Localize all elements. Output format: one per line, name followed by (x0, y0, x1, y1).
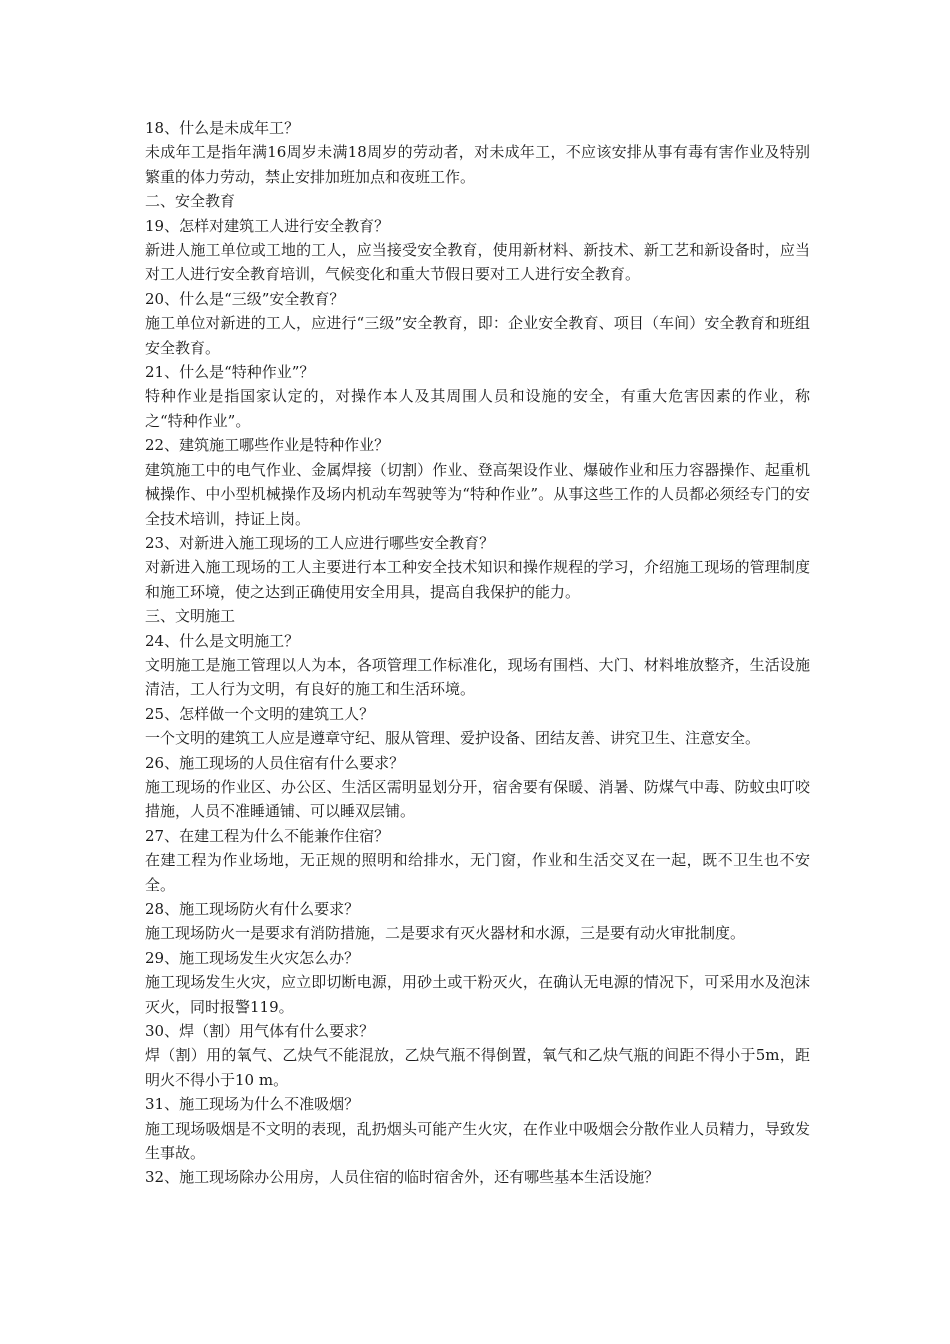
question-heading: 27、在建工程为什么不能兼作住宿？ (145, 826, 390, 845)
question-heading: 26、施工现场的人员住宿有什么要求？ (145, 753, 405, 772)
answer-paragraph: 建筑施工中的电气作业、金属焊接（切割）作业、登高架设作业、爆破作业和压力容器操作、起重机械操作、中小型机械操作及场内机动车驾驶等为“特种作业”。从事这些工作的人员都必须经专门的安全技术培训，持证上岗。 (145, 460, 810, 528)
answer-paragraph: 施工现场防火一是要求有消防措施，二是要求有灭火器材和水源，三是要有动火审批制度。 (145, 924, 746, 943)
document-body (145, 116, 810, 1190)
question-heading: 22、建筑施工哪些作业是特种作业？ (145, 436, 390, 455)
answer-paragraph: 新进人施工单位或工地的工人，应当接受安全教育，使用新材料、新技术、新工艺和新设备时，应当对工人进行安全教育培训，气候变化和重大节假日要对工人进行安全教育。 (145, 241, 810, 284)
answer-paragraph: 特种作业是指国家认定的，对操作本人及其周围人员和设施的安全，有重大危害因素的作业，称之“特种作业”。 (145, 387, 810, 430)
question-heading: 18、什么是未成年工？ (145, 119, 300, 137)
answer-paragraph: 一个文明的建筑工人应是遵章守纪、服从管理、爱护设备、团结友善、讲究卫生、注意安全。 (145, 729, 761, 748)
question-heading: 32、施工现场除办公用房，人员住宿的临时宿舍外，还有哪些基本生活设施？ (145, 1168, 660, 1187)
answer-paragraph: 施工单位对新进的工人，应进行“三级”安全教育，即：企业安全教育、项目（车间）安全教育和班组安全教育。 (145, 314, 810, 357)
answer-paragraph: 文明施工是施工管理以人为本，各项管理工作标准化，现场有围档、大门、材料堆放整齐，生活设施清洁，工人行为文明，有良好的施工和生活环境。 (145, 655, 810, 699)
question-heading: 30、焊（割）用气体有什么要求？ (145, 1022, 375, 1041)
answer-paragraph: 在建工程为作业场地，无正规的照明和给排水，无门窗，作业和生活交叉在一起，既不卫生也不安全。 (145, 851, 810, 894)
answer-paragraph: 施工现场的作业区、办公区、生活区需明显划分开，宿舍要有保暖、消暑、防煤气中毒、防蚊虫叮咬措施，人员不准睡通铺、可以睡双层铺。 (145, 777, 810, 821)
section-heading: 二、安全教育 (145, 192, 236, 211)
answer-paragraph: 施工现场吸烟是不文明的表现，乱扔烟头可能产生火灾，在作业中吸烟会分散作业人员精力，导致发生事故。 (145, 1119, 810, 1163)
question-heading: 31、施工现场为什么不准吸烟？ (145, 1095, 360, 1114)
question-heading: 20、什么是“三级”安全教育？ (145, 289, 345, 308)
answer-paragraph: 对新进入施工现场的工人主要进行本工种安全技术知识和操作规程的学习，介绍施工现场的管理制度和施工环境，使之达到正确使用安全用具，提高自我保护的能力。 (145, 558, 810, 601)
question-heading: 23、对新进入施工现场的工人应进行哪些安全教育？ (145, 533, 495, 552)
question-heading: 19、怎样对建筑工人进行安全教育？ (145, 216, 390, 235)
question-heading: 21、什么是“特种作业”？ (145, 363, 315, 382)
answer-paragraph: 焊（割）用的氧气、乙炔气不能混放，乙炔气瓶不得倒置，氧气和乙炔气瓶的间距不得小于5m，距明火不得小于10 m。 (145, 1046, 810, 1089)
question-heading: 24、什么是文明施工？ (145, 631, 300, 650)
question-heading: 28、施工现场防火有什么要求？ (145, 900, 360, 918)
section-heading: 三、文明施工 (145, 607, 236, 626)
answer-paragraph: 未成年工是指年满16周岁未满18周岁的劳动者，对未成年工，不应该安排从事有毒有害作业及特别繁重的体力劳动，禁止安排加班加点和夜班工作。 (145, 143, 810, 186)
question-heading: 25、怎样做一个文明的建筑工人？ (145, 704, 375, 723)
answer-paragraph: 施工现场发生火灾，应立即切断电源，用砂土或干粉灭火，在确认无电源的情况下，可采用水及泡沫灭火，同时报警119。 (145, 973, 810, 1016)
question-heading: 29、施工现场发生火灾怎么办？ (145, 948, 360, 967)
